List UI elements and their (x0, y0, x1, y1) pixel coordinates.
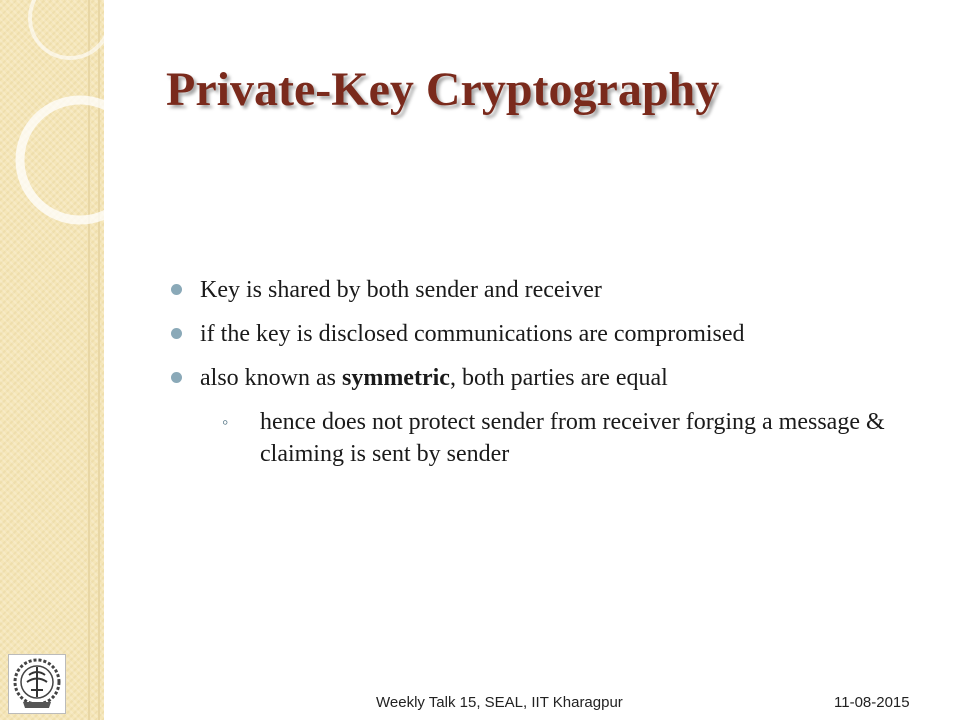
deco-circle-large (20, 100, 140, 220)
bullet-dot-icon (171, 284, 182, 295)
deco-circle-small (30, 0, 110, 58)
bullet-item (166, 268, 936, 312)
bullet-dot-icon (171, 372, 182, 383)
bullet-item (166, 312, 936, 356)
iit-kharagpur-logo-icon (8, 654, 66, 714)
bullet-text: if the key is disclosed communications are compromised (200, 321, 745, 347)
bullet-text-prefix: also known as (200, 365, 342, 391)
footer-label: Weekly Talk 15, SEAL, IIT Kharagpur (376, 694, 623, 711)
bullet-dot-icon (171, 328, 182, 339)
bullet-emphasis: symmetric (341, 365, 450, 391)
bullet-item (166, 356, 936, 400)
sub-bullet-text: hence does not protect sender from receiver forging a message & claiming is sent by sender (260, 409, 885, 467)
hollow-circle-bullet-icon: ◦ (222, 412, 229, 432)
footer-date: 11-08-2015 (834, 694, 910, 711)
bullet-text-suffix: , both parties are equal (449, 365, 668, 391)
bullet-text: Key is shared by both sender and receiver (200, 277, 602, 303)
bullet-list (166, 268, 936, 470)
sub-bullet-item (200, 406, 936, 470)
decorative-circles (0, 0, 140, 240)
slide-title: Private-Key Cryptography (166, 63, 720, 116)
